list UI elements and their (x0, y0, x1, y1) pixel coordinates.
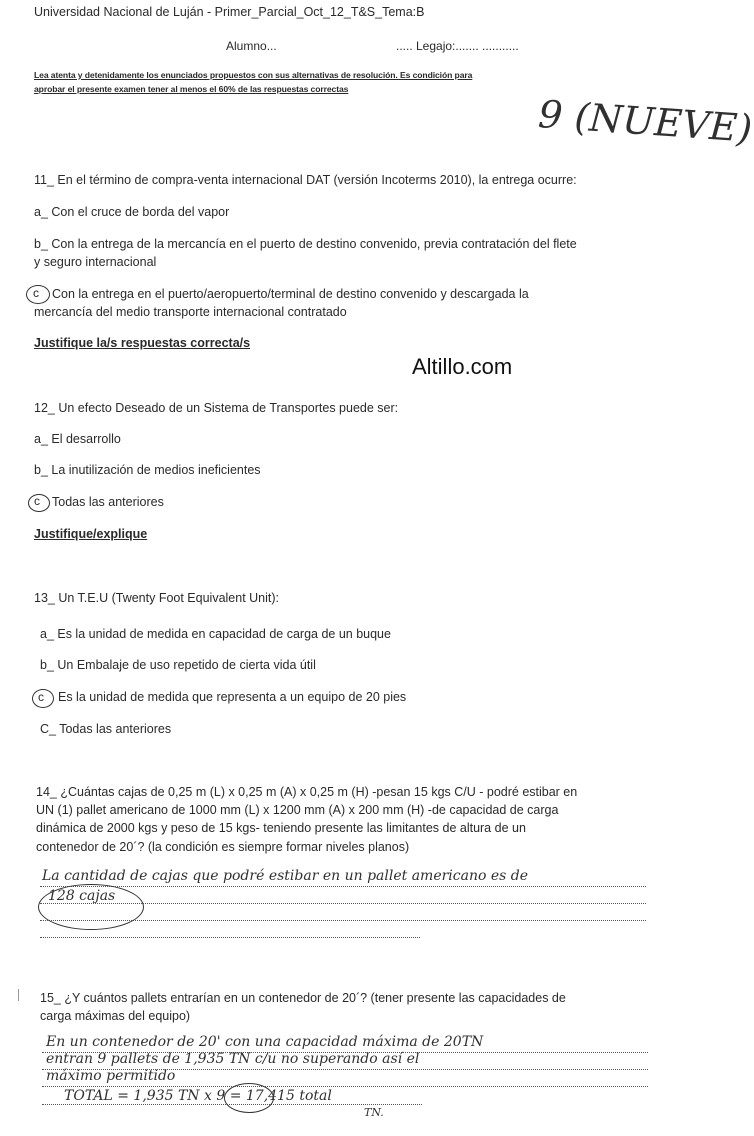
q14-question-line3: dinámica de 2000 kgs y peso de 15 kgs- teniendo presente las limitantes de altura de un (36, 821, 526, 835)
q14-handwritten-answer-line1: La cantidad de cajas que podré estibar en un pallet americano es de (42, 868, 529, 884)
q15-handwritten-answer-line2: entran 9 pallets de 1,935 TN c/u no superando así el (46, 1051, 420, 1067)
q12-option-b: b_ La inutilización de medios ineficientes (34, 463, 261, 477)
q14-question-line2: UN (1) pallet americano de 1000 mm (L) x 1200 mm (A) x 200 mm (H) -de capacidad de carga (36, 803, 559, 817)
q15-question-line2: carga máximas del equipo) (40, 1009, 191, 1023)
q15-handwritten-unit: TN. (364, 1106, 384, 1119)
q13-answer-circle (32, 689, 54, 708)
q12-answer-circle (28, 494, 50, 512)
q15-handwritten-total: TOTAL = 1,935 TN x 9 = 17,415 total (64, 1088, 332, 1104)
q11-question: 11_ En el término de compra-venta internacional DAT (versión Incoterms 2010), la entrega ocurre: (34, 173, 577, 187)
q15-handwritten-answer-line1: En un contenedor de 20' con una capacidad máxima de 20TN (46, 1034, 484, 1050)
q15-handwritten-answer-line3: máximo permitido (46, 1068, 176, 1084)
q14-handwritten-answer-line2: 128 cajas (48, 888, 116, 904)
q11-option-b-line1: b_ Con la entrega de la mercancía en el puerto de destino convenido, previa contratación del flete (34, 237, 577, 251)
q15-answer-rule-3 (42, 1086, 648, 1087)
alumno-label: Alumno... (226, 39, 277, 53)
instructions-line-2: aprobar el presente examen tener al menos el 60% de las respuestas correctas (34, 84, 349, 94)
q12-justify-heading: Justifique/explique (34, 527, 148, 541)
q13-option-a: a_ Es la unidad de medida en capacidad de carga de un buque (40, 627, 391, 641)
legajo-label: ..... Legajo:....... ........... (396, 39, 519, 53)
q11-answer-circle (26, 285, 50, 304)
q15-question-line1: 15_ ¿Y cuántos pallets entrarían en un contenedor de 20´? (tener presente las capacidades de (40, 991, 566, 1005)
q14-question-line1: 14_ ¿Cuántas cajas de 0,25 m (L) x 0,25 m (A) x 0,25 m (H) -pesan 15 kgs C/U - podré estibar en (36, 785, 578, 799)
q13-option-d: C_ Todas las anteriores (40, 722, 172, 736)
q11-option-c-line1: Con la entrega en el puerto/aeropuerto/terminal de destino convenido y descargada la (52, 287, 529, 301)
watermark-altillo: Altillo.com (412, 354, 513, 379)
q12-question: 12_ Un efecto Deseado de un Sistema de Transportes puede ser: (34, 401, 399, 415)
q13-option-b: b_ Un Embalaje de uso repetido de cierta vida útil (40, 658, 316, 672)
q12-option-c: Todas las anteriores (52, 495, 164, 509)
q13-question: 13_ Un T.E.U (Twenty Foot Equivalent Unit): (34, 591, 280, 605)
q13-option-c: Es la unidad de medida que representa a un equipo de 20 pies (58, 690, 407, 704)
q14-answer-rule-4 (40, 937, 420, 938)
instructions-line-1: Lea atenta y detenidamente los enunciados propuestos con sus alternativas de resolución. Es condición para (34, 70, 473, 80)
margin-mark (18, 989, 19, 1001)
q11-option-c-line2: mercancía del medio transporte internacional contratado (34, 305, 347, 319)
q11-justify-heading: Justifique la/s respuestas correcta/s (34, 336, 251, 350)
exam-title: Universidad Nacional de Luján - Primer_Parcial_Oct_12_T&S_Tema:B (34, 5, 425, 19)
q15-pallets-circle (224, 1083, 274, 1113)
q12-option-c-marker: c (34, 494, 40, 508)
handwritten-grade: 9 (NUEVE) (536, 92, 754, 151)
q14-answer-rule-1 (40, 886, 646, 887)
q12-option-a: a_ El desarrollo (34, 432, 121, 446)
q11-option-a: a_ Con el cruce de borda del vapor (34, 205, 230, 219)
q11-option-c-marker: c (33, 286, 39, 300)
q11-option-b-line2: y seguro internacional (34, 255, 157, 269)
q14-question-line4: contenedor de 20´? (la condición es siempre formar niveles planos) (36, 840, 410, 854)
q13-option-c-marker: c (38, 690, 44, 704)
